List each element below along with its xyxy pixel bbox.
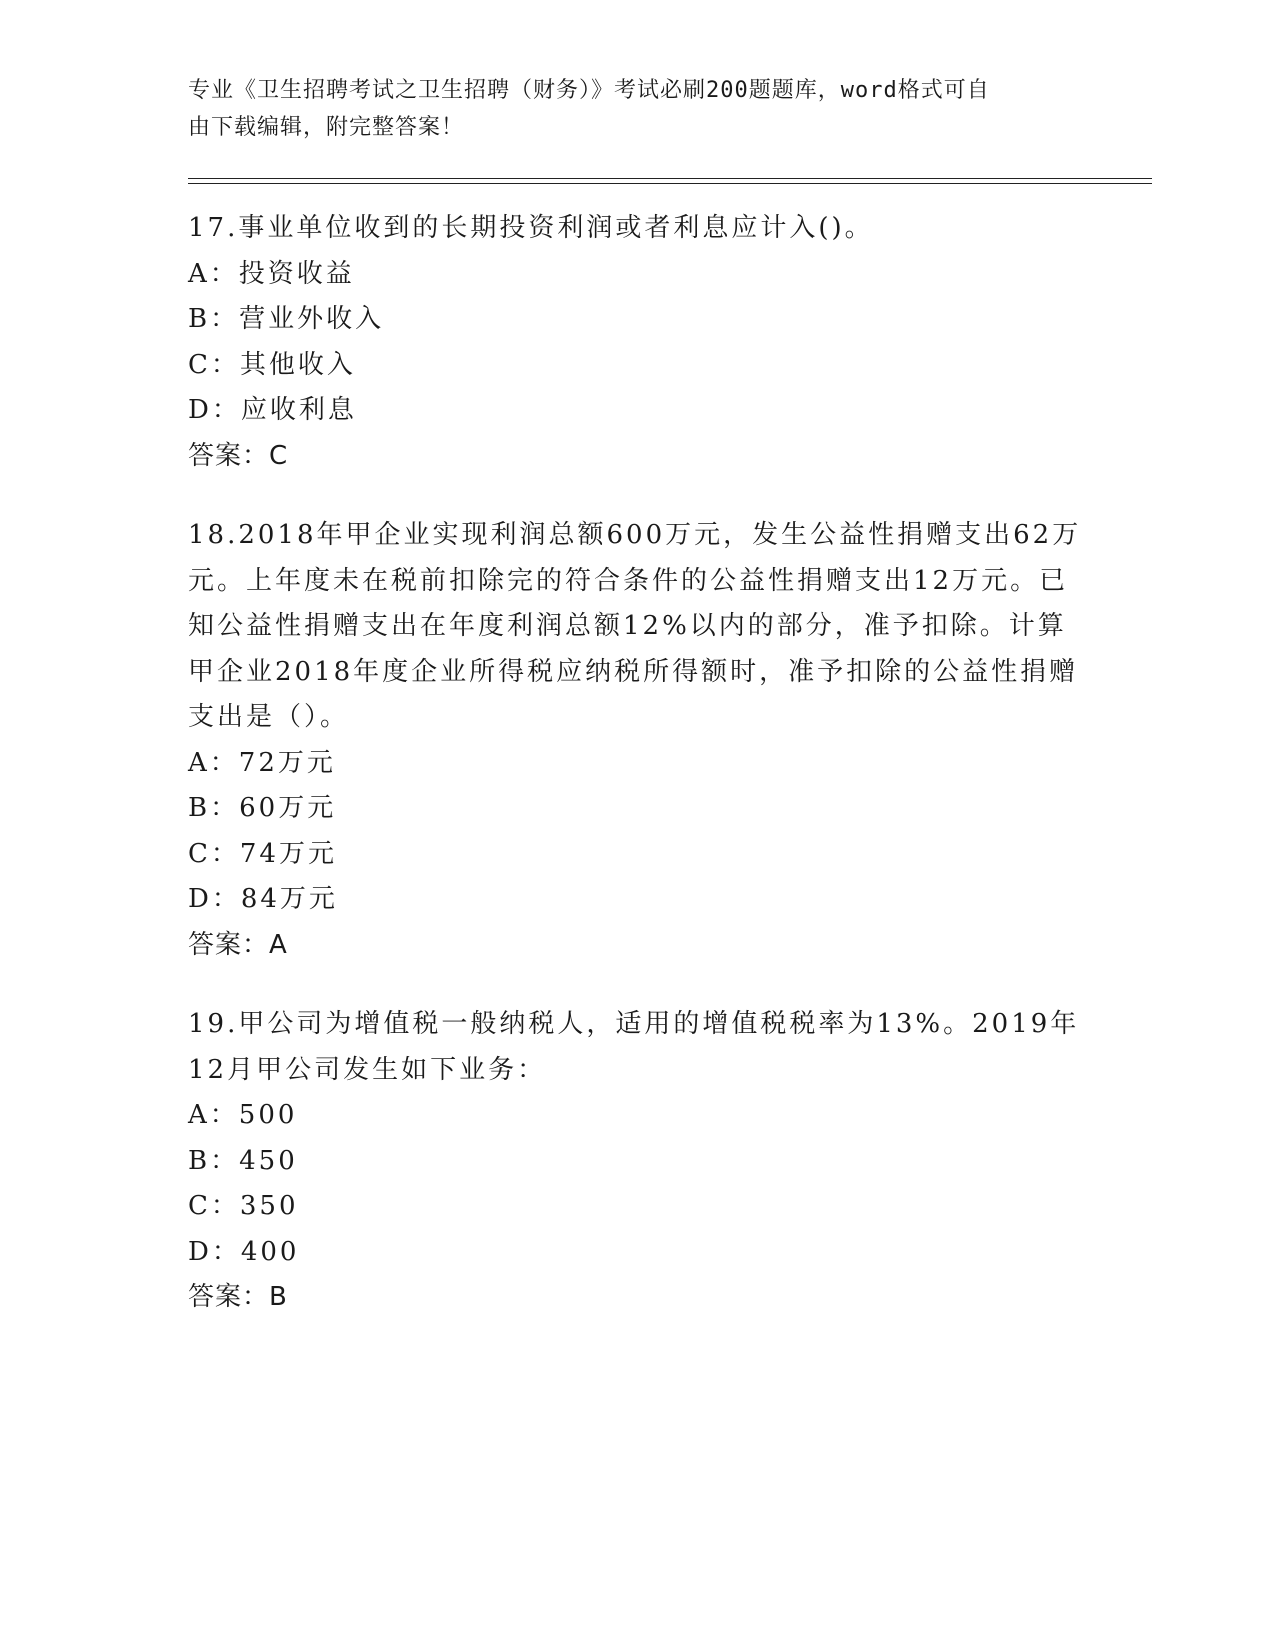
option-d: D：84万元 <box>188 884 338 914</box>
option-a: A：500 <box>188 1100 298 1130</box>
option-c: C：74万元 <box>188 838 337 869</box>
header-line-1: 专业《卫生招聘考试之卫生招聘（财务）》考试必刷200题题库，word格式可自 <box>188 78 990 103</box>
option-d: D：应收利息 <box>188 395 357 425</box>
header-line-2: 由下载编辑，附完整答案！ <box>188 115 465 140</box>
question-stem: 18.2018年甲企业实现利润总额600万元，发生公益性捐赠支出62万元。上年度未在税前扣除完的符合条件的公益性捐赠支出12万元。已知公益性捐赠支出在年度利润总额12%以内的部分，准予扣除。计算甲企业2018年度企业所得税应纳税所得额时，准予扣除的公益性捐赠支出是（）。 <box>188 520 1082 732</box>
option-a: A：72万元 <box>188 747 336 778</box>
option-d: D：400 <box>188 1236 300 1267</box>
header-divider-top <box>188 178 1152 179</box>
question-list <box>188 206 1088 1355</box>
answer-line: 答案：A <box>188 929 288 960</box>
option-b: B：450 <box>188 1145 298 1176</box>
question-18 <box>188 513 1088 968</box>
answer-line: 答案：B <box>188 1282 288 1312</box>
question-stem: 19.甲公司为增值税一般纳税人，适用的增值税税率为13%。2019年12月甲公司发生如下业务： <box>188 1009 1080 1085</box>
option-b: B：营业外收入 <box>188 304 385 334</box>
option-c: C：350 <box>188 1191 299 1221</box>
option-b: B：60万元 <box>188 793 337 823</box>
option-c: C：其他收入 <box>188 349 356 380</box>
question-19 <box>188 1002 1088 1321</box>
document-header <box>188 72 1068 146</box>
question-stem: 17.事业单位收到的长期投资利润或者利息应计入()。 <box>188 213 874 243</box>
answer-line: 答案：C <box>188 440 289 471</box>
header-divider-bottom <box>188 183 1152 184</box>
question-17 <box>188 206 1088 479</box>
option-a: A：投资收益 <box>188 258 355 289</box>
